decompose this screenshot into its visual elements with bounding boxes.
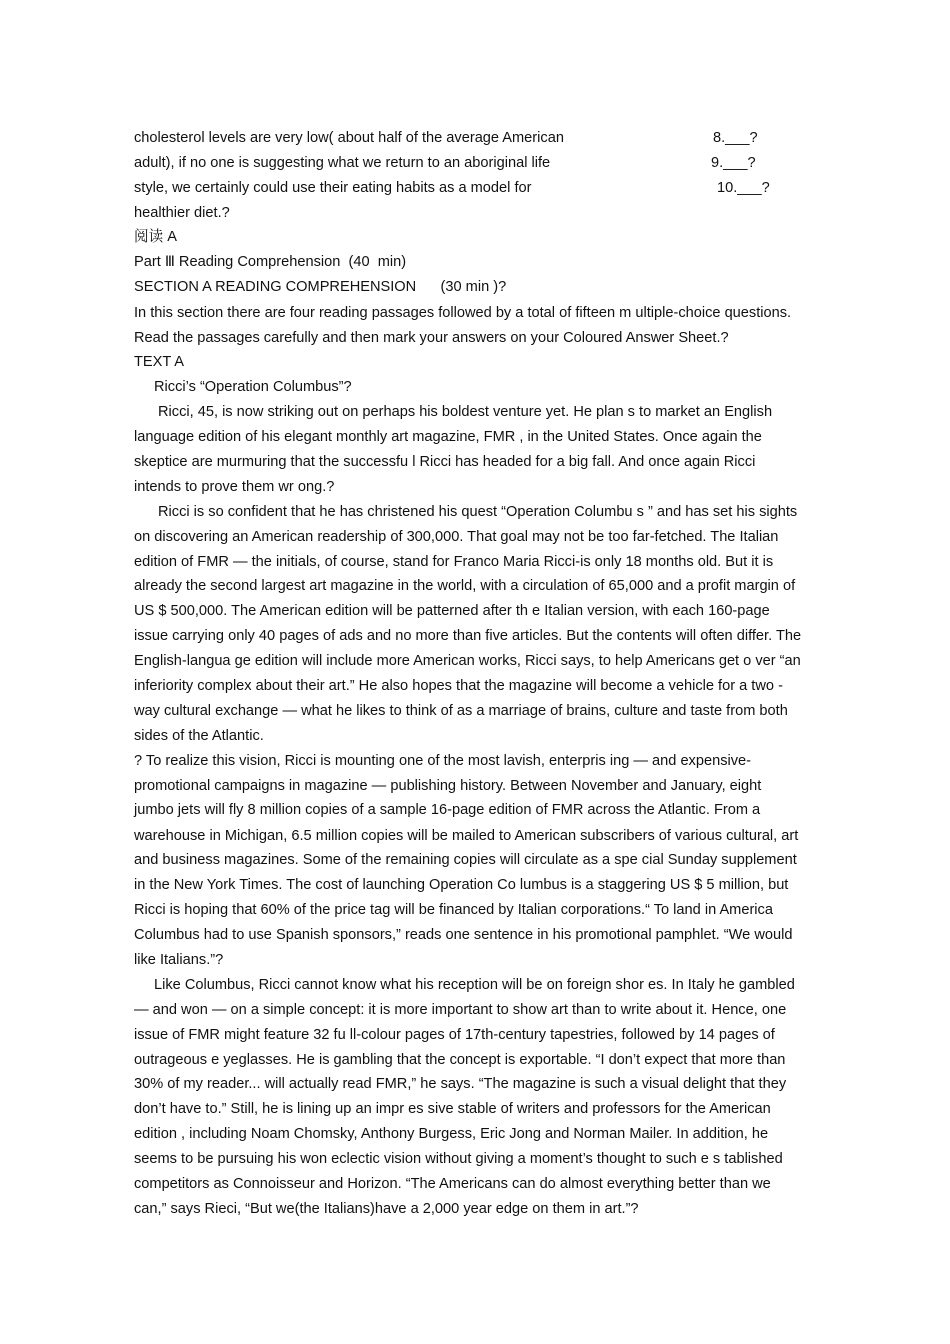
paragraph-line: in the New York Times. The cost of launching Operation Co lumbus is a staggering US $ 5 million, but <box>134 877 789 893</box>
paragraph-line: — and won — on a simple concept: it is more important to show art than to write about it. Hence, one <box>134 1002 787 1018</box>
paragraph-line: Ricci, 45, is now striking out on perhaps his boldest venture yet. He plan s to market an English <box>158 404 773 420</box>
answer-blank-10: 10.___? <box>717 180 770 196</box>
section-title: SECTION A READING COMPREHENSION (30 min )? <box>134 279 507 295</box>
paragraph-line: competitors as Connoisseur and Horizon. “The Americans can do almost everything better than we <box>134 1176 771 1192</box>
paragraph-line: don’t have to.” Still, he is lining up an impr es sive stable of writers and professors for the American <box>134 1101 771 1117</box>
passage-title: Ricci’s “Operation Columbus”? <box>154 379 352 395</box>
paragraph-line: can,” says Rieci, “But we(the Italians)have a 2,000 year edge on them in art.”? <box>134 1201 639 1217</box>
answer-blank-8: 8.___? <box>713 130 758 146</box>
cloze-line: healthier diet.? <box>134 205 230 221</box>
text-label: TEXT A <box>134 354 185 370</box>
paragraph-line: edition , including Noam Chomsky, Anthony Burgess, Eric Jong and Norman Mailer. In addition, he <box>134 1126 769 1142</box>
paragraph-line: promotional campaigns in magazine — publishing history. Between November and January, eight <box>134 778 762 794</box>
paragraph-line: seems to be pursuing his won eclectic vision without giving a moment’s thought to such e s tablished <box>134 1151 783 1167</box>
paragraph-line: intends to prove them wr ong.? <box>134 479 335 495</box>
paragraph-line: on discovering an American readership of 300,000. That goal may not be too far-fetched. The Italian <box>134 529 779 545</box>
paragraph-line: warehouse in Michigan, 6.5 million copies will be mailed to American subscribers of various cultural, art <box>134 828 799 844</box>
reading-label: 阅读 A <box>134 229 177 245</box>
paragraph-line: already the second largest art magazine in the world, with a circulation of 65,000 and a profit margin of <box>134 578 796 594</box>
paragraph-line: issue carrying only 40 pages of ads and no more than five articles. But the contents will often differ. The <box>134 628 802 644</box>
paragraph-line: way cultural exchange — what he likes to think of as a marriage of brains, culture and taste from both <box>134 703 788 719</box>
paragraph-line: outrageous e yeglasses. He is gambling that the concept is exportable. “I don’t expect that more than <box>134 1052 786 1068</box>
paragraph-line: like Italians.”? <box>134 952 224 968</box>
paragraph-line: Columbus had to use Spanish sponsors,” reads one sentence in his promotional pamphlet. “We would <box>134 927 793 943</box>
paragraph-line: ? To realize this vision, Ricci is mounting one of the most lavish, enterpris ing — and expensive- <box>134 753 752 769</box>
paragraph-line: edition of FMR — the initials, of course, stand for Franco Maria Ricci-is only 18 months old. But it is <box>134 554 774 570</box>
answer-blank-9: 9.___? <box>711 155 756 171</box>
paragraph-line: and business magazines. Some of the remaining copies will circulate as a spe cial Sunday supplement <box>134 852 797 868</box>
cloze-line: adult), if no one is suggesting what we return to an aboriginal life <box>134 155 551 171</box>
paragraph-line: Ricci is so confident that he has christened his quest “Operation Columbu s ” and has set his sights <box>158 504 798 520</box>
paragraph-line: jumbo jets will fly 8 million copies of a sample 16-page edition of FMR across the Atlantic. From a <box>134 802 761 818</box>
paragraph-line: English-langua ge edition will include more American works, Ricci says, to help Americans get o ver “an <box>134 653 801 669</box>
instructions-line: In this section there are four reading passages followed by a total of fifteen m ultiple-choice questions. <box>134 305 792 321</box>
paragraph-line: 30% of my reader... will actually read FMR,” he says. “The magazine is such a visual delight that they <box>134 1076 787 1092</box>
cloze-line: style, we certainly could use their eating habits as a model for <box>134 180 532 196</box>
paragraph-line: inferiority complex about their art.” He also hopes that the magazine will become a vehicle for a two - <box>134 678 783 694</box>
paragraph-line: sides of the Atlantic. <box>134 728 264 744</box>
paragraph-line: Like Columbus, Ricci cannot know what his reception will be on foreign shor es. In Italy he gambled <box>154 977 795 993</box>
cloze-line: cholesterol levels are very low( about half of the average American <box>134 130 564 146</box>
paragraph-line: US $ 500,000. The American edition will be patterned after th e Italian version, with each 160-page <box>134 603 770 619</box>
part-title: Part Ⅲ Reading Comprehension (40 min) <box>134 254 407 270</box>
instructions-line: Read the passages carefully and then mark your answers on your Coloured Answer Sheet.? <box>134 330 729 346</box>
paragraph-line: issue of FMR might feature 32 fu ll-colour pages of 17th-century tapestries, followed by 14 pages of <box>134 1027 775 1043</box>
paragraph-line: language edition of his elegant monthly art magazine, FMR , in the United States. Once again the <box>134 429 762 445</box>
paragraph-line: skeptice are murmuring that the successfu l Ricci has headed for a big fall. And once again Ricci <box>134 454 756 470</box>
paragraph-line: Ricci is hoping that 60% of the price tag will be financed by Italian corporations.“ To land in America <box>134 902 773 918</box>
